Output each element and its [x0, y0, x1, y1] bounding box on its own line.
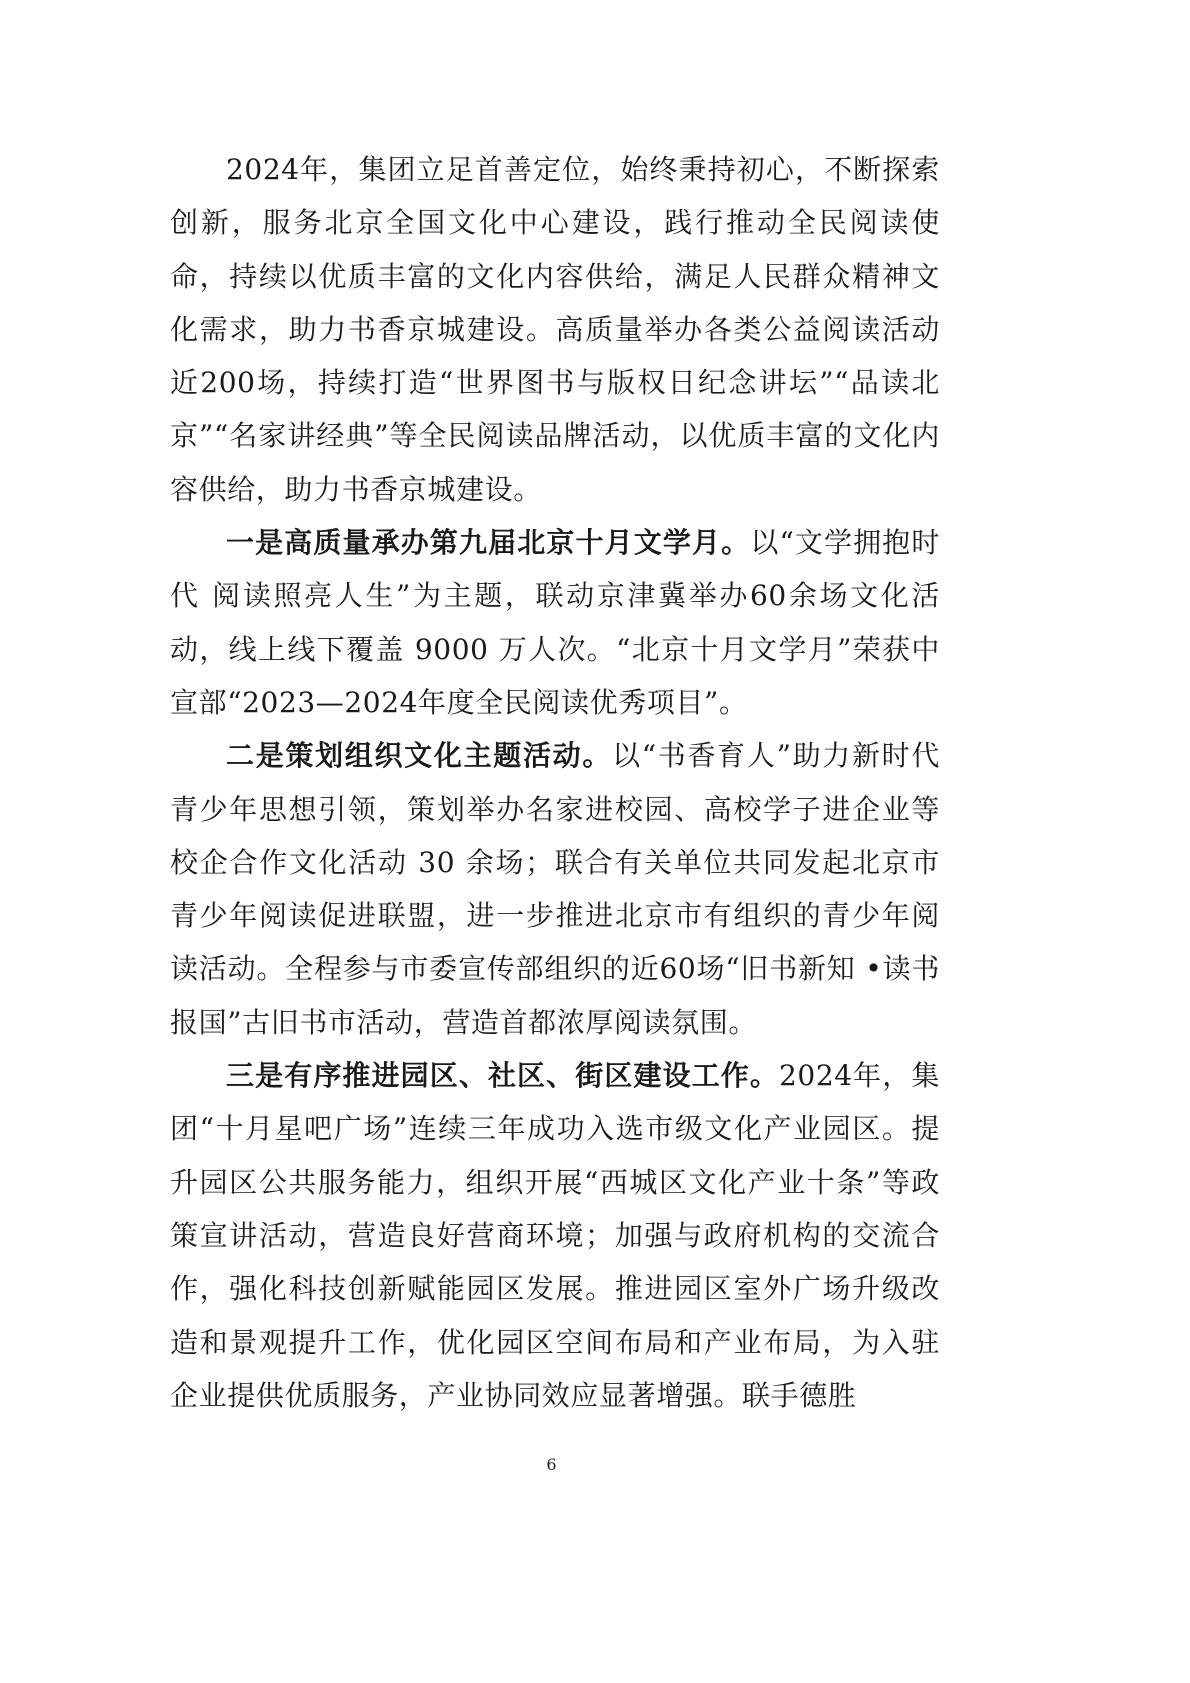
paragraph-cultural-activities — [170, 729, 940, 1049]
paragraph-text: 2024年，集团“十月星吧广场”连续三年成功入选市级文化产业园区。提升园区公共服务能力，组织开展“西城区文化产业十条”等政策宣讲活动，营造良好营商环境；加强与政府机构的交流合作，强化科技创新赋能园区发展。推进园区室外广场升级改造和景观提升工作，优化园区空间布局和产业布局，为入驻企业提供优质服务，产业协同效应显著增强。联手德胜 — [170, 1059, 940, 1412]
paragraph-text: 以“文学拥抱时代 阅读照亮人生”为主题，联动京津冀举办60余场文化活动，线上线下覆盖 9000 万人次。“北京十月文学月”荣获中宣部“2023—2024年度全民阅读优秀项目”。 — [170, 526, 940, 719]
paragraph-text: 以“书香育人”助力新时代青少年思想引领，策划举办名家进校园、高校学子进企业等校企合作文化活动 30 余场；联合有关单位共同发起北京市青少年阅读促进联盟，进一步推进北京市有组织的青少年阅读活动。全程参与市委宣传部组织的近60场“旧书新知 •读书报国”古旧书市活动，营造首都浓厚阅读氛围。 — [170, 739, 940, 1039]
paragraph-lead: 二是策划组织文化主题活动。 — [226, 739, 613, 773]
paragraph-park-construction — [170, 1049, 940, 1422]
paragraph-lead: 三是有序推进园区、社区、街区建设工作。 — [226, 1059, 780, 1093]
document-body — [170, 143, 940, 1422]
page-number: 6 — [546, 1455, 557, 1474]
paragraph-text: 2024年，集团立足首善定位，始终秉持初心，不断探索创新，服务北京全国文化中心建设，践行推动全民阅读使命，持续以优质丰富的文化内容供给，满足人民群众精神文化需求，助力书香京城建设。高质量举办各类公益阅读活动近200场，持续打造“世界图书与版权日纪念讲坛”“品读北京”“名家讲经典”等全民阅读品牌活动，以优质丰富的文化内容供给，助力书香京城建设。 — [170, 153, 940, 506]
paragraph-lead: 一是高质量承办第九届北京十月文学月。 — [226, 526, 751, 560]
paragraph-literature-month — [170, 516, 940, 729]
paragraph-intro — [170, 143, 940, 516]
